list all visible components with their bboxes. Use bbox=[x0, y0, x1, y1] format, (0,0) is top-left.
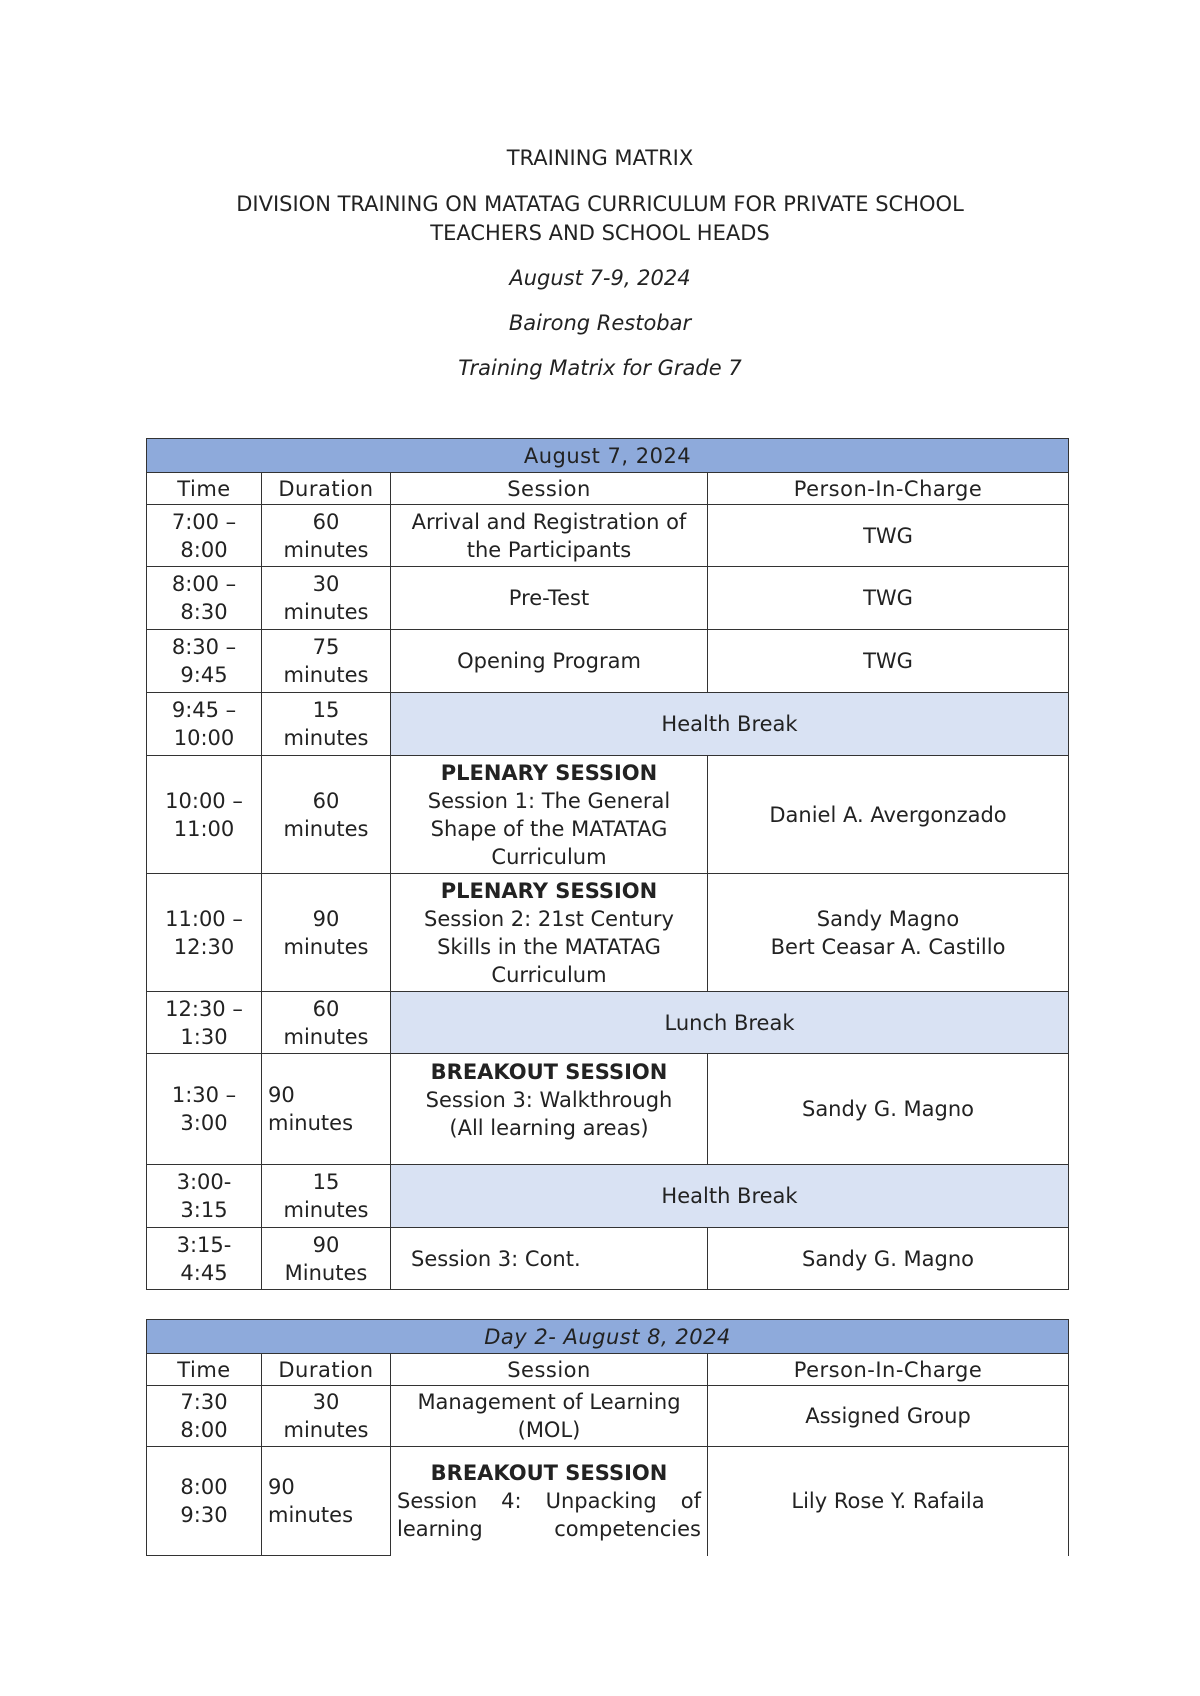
time-cell: 8:00 – 8:30 bbox=[147, 567, 262, 630]
session-cell: PLENARY SESSION Session 2: 21st Century Skills in the MATATAG Curriculum bbox=[391, 874, 708, 992]
time-cell: 1:30 – 3:00 bbox=[147, 1054, 262, 1165]
time-cell: 11:00 – 12:30 bbox=[147, 874, 262, 992]
day2-heading: Day 2- August 8, 2024 bbox=[147, 1320, 1069, 1354]
session-cell: Pre-Test bbox=[391, 567, 708, 630]
column-header-time: Time bbox=[147, 1354, 262, 1386]
table-row bbox=[147, 1228, 1069, 1290]
time-cell: 3:00- 3:15 bbox=[147, 1165, 262, 1228]
table-row bbox=[147, 630, 1069, 693]
table-row bbox=[147, 1447, 1069, 1556]
person-cell: Lily Rose Y. Rafaila bbox=[708, 1447, 1069, 1556]
break-cell: Lunch Break bbox=[391, 992, 1069, 1054]
duration-cell: 60 minutes bbox=[262, 505, 391, 567]
break-cell: Health Break bbox=[391, 693, 1069, 756]
duration-cell: 60 minutes bbox=[262, 756, 391, 874]
duration-cell: 60 minutes bbox=[262, 992, 391, 1054]
table-row bbox=[147, 1386, 1069, 1447]
session-cell: BREAKOUT SESSION Session 3: Walkthrough (All learning areas) bbox=[391, 1054, 708, 1165]
time-cell: 7:30 8:00 bbox=[147, 1386, 262, 1447]
person-cell: Sandy G. Magno bbox=[708, 1228, 1069, 1290]
time-cell: 7:00 – 8:00 bbox=[147, 505, 262, 567]
session-cell: Session 3: Cont. bbox=[391, 1228, 708, 1290]
table-row bbox=[147, 874, 1069, 992]
duration-cell: 30 minutes bbox=[262, 567, 391, 630]
column-header-duration: Duration bbox=[262, 1354, 391, 1386]
person-cell: Daniel A. Avergonzado bbox=[708, 756, 1069, 874]
day2-schedule-table bbox=[146, 1319, 1069, 1556]
session-cell bbox=[391, 1447, 708, 1556]
session-cell: Opening Program bbox=[391, 630, 708, 693]
day1-heading: August 7, 2024 bbox=[147, 439, 1069, 473]
person-cell: Sandy G. Magno bbox=[708, 1054, 1069, 1165]
table-row bbox=[147, 693, 1069, 756]
session-cell: Management of Learning (MOL) bbox=[391, 1386, 708, 1447]
time-cell: 9:45 – 10:00 bbox=[147, 693, 262, 756]
table-row bbox=[147, 1165, 1069, 1228]
time-cell: 12:30 – 1:30 bbox=[147, 992, 262, 1054]
document-title: TRAINING MATRIX bbox=[506, 146, 694, 170]
column-header-duration: Duration bbox=[262, 473, 391, 505]
session-type-label: PLENARY SESSION bbox=[440, 878, 658, 903]
day1-schedule-table bbox=[146, 438, 1069, 1290]
table-row bbox=[147, 505, 1069, 567]
document-subtitle-line2: TEACHERS AND SCHOOL HEADS bbox=[430, 221, 770, 245]
column-header-session: Session bbox=[391, 1354, 708, 1386]
time-cell: 3:15- 4:45 bbox=[147, 1228, 262, 1290]
person-cell: TWG bbox=[708, 505, 1069, 567]
session-line: learning competencies bbox=[397, 1517, 701, 1541]
session-cell: PLENARY SESSION Session 1: The General Shape of the MATATAG Curriculum bbox=[391, 756, 708, 874]
table-row bbox=[147, 992, 1069, 1054]
column-header-person: Person-In-Charge bbox=[708, 473, 1069, 505]
table-row bbox=[147, 567, 1069, 630]
column-header-session: Session bbox=[391, 473, 708, 505]
person-cell: TWG bbox=[708, 567, 1069, 630]
person-cell: TWG bbox=[708, 630, 1069, 693]
duration-cell: 30 minutes bbox=[262, 1386, 391, 1447]
person-cell: Assigned Group bbox=[708, 1386, 1069, 1447]
table-row bbox=[147, 1054, 1069, 1165]
duration-cell: 90 minutes bbox=[262, 874, 391, 992]
time-cell: 8:30 – 9:45 bbox=[147, 630, 262, 693]
duration-cell: 15 minutes bbox=[262, 693, 391, 756]
session-type-label: BREAKOUT SESSION bbox=[430, 1461, 668, 1485]
session-type-label: PLENARY SESSION bbox=[440, 760, 658, 785]
matrix-label: Training Matrix for Grade 7 bbox=[458, 356, 742, 380]
session-line: Session 4: Unpacking of bbox=[397, 1489, 701, 1513]
session-cell: Arrival and Registration of the Participants bbox=[391, 505, 708, 567]
training-venue: Bairong Restobar bbox=[508, 311, 692, 335]
duration-cell: 75 minutes bbox=[262, 630, 391, 693]
table-row bbox=[147, 756, 1069, 874]
training-dates: August 7-9, 2024 bbox=[509, 266, 691, 290]
column-header-time: Time bbox=[147, 473, 262, 505]
break-cell: Health Break bbox=[391, 1165, 1069, 1228]
time-cell: 8:00 9:30 bbox=[147, 1447, 262, 1556]
duration-cell: 90 minutes bbox=[262, 1054, 391, 1165]
duration-cell: 90 Minutes bbox=[262, 1228, 391, 1290]
column-header-person: Person-In-Charge bbox=[708, 1354, 1069, 1386]
duration-cell: 15 minutes bbox=[262, 1165, 391, 1228]
session-type-label: BREAKOUT SESSION bbox=[430, 1060, 668, 1084]
document-subtitle-line1: DIVISION TRAINING ON MATATAG CURRICULUM FOR PRIVATE SCHOOL bbox=[236, 192, 964, 216]
person-cell: Sandy Magno Bert Ceasar A. Castillo bbox=[708, 874, 1069, 992]
duration-cell: 90 minutes bbox=[262, 1447, 391, 1556]
time-cell: 10:00 – 11:00 bbox=[147, 756, 262, 874]
